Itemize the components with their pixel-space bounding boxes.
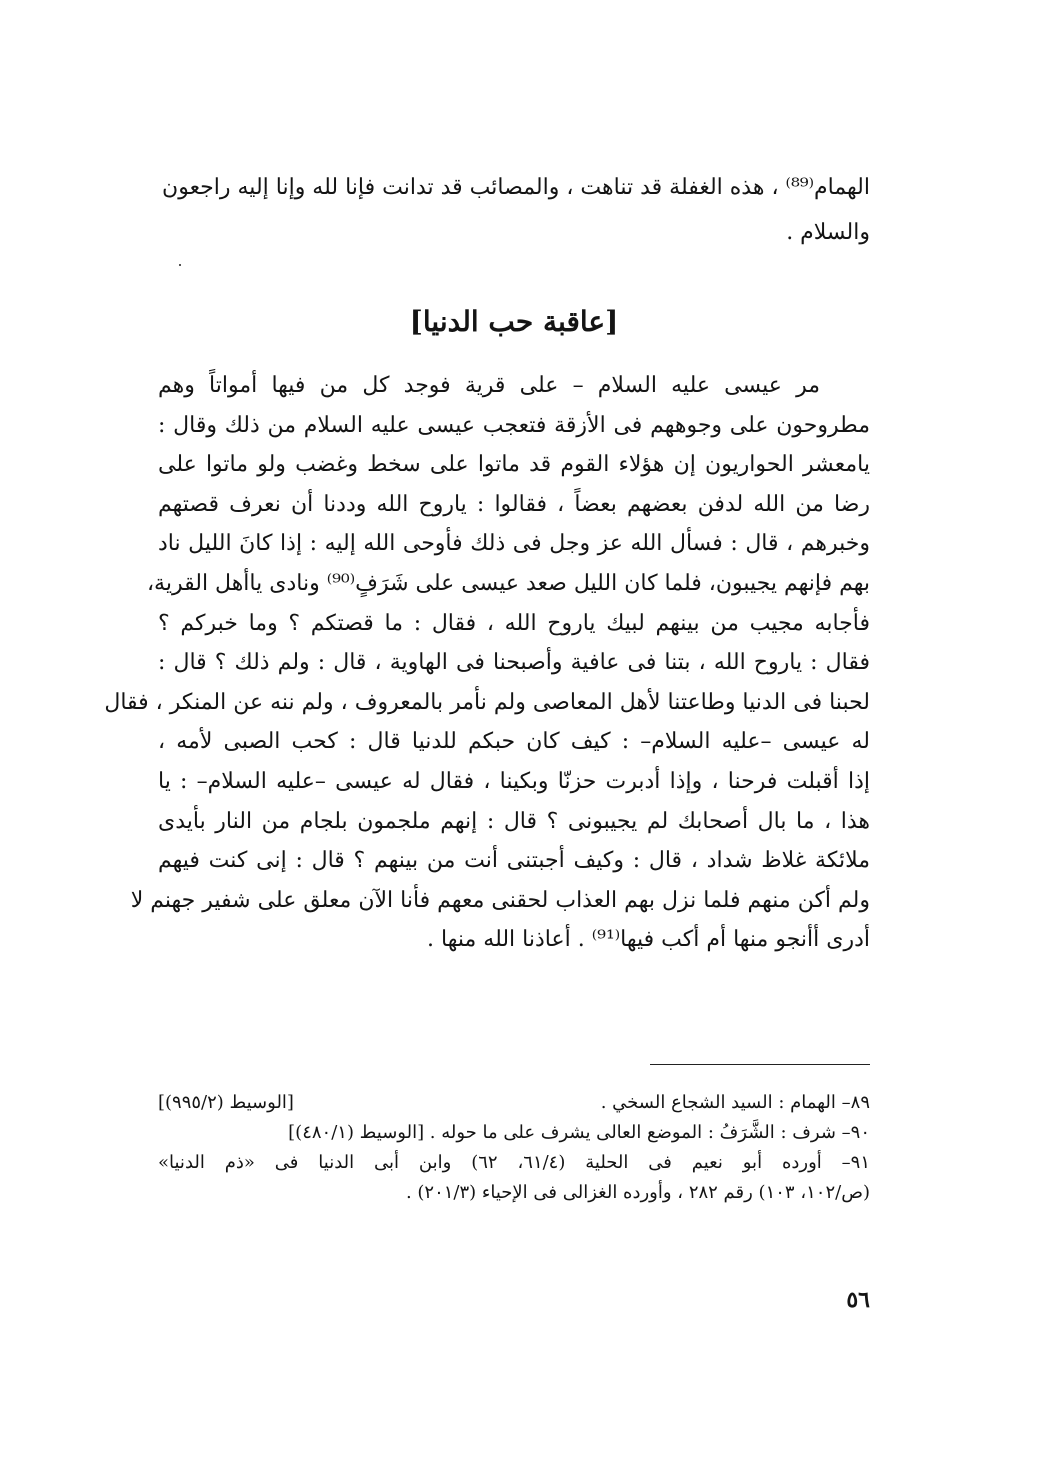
body-line: فقال : ياروح الله ، بتنا فى عافية وأصبحنا فى الهاوية ، قال : ولم ذلك ؟ قال :	[158, 650, 870, 676]
section-heading: [عاقبة حب الدنيا]	[409, 305, 619, 338]
intro-line: والسلام .	[786, 220, 870, 245]
body-line: مطروحون على وجوههم فى الأزقة فتعجب عيسى عليه السلام من ذلك وقال :	[158, 412, 870, 438]
intro-line: الهمام⁽⁸⁹⁾ ، هذه الغفلة قد تناهت ، والمصائب قد تدانت فإنا لله وإنا إليه راجعون	[162, 175, 870, 200]
footnote-91-line: ٩١– أورده أبو نعيم فى الحلية (٦١/٤، ٦٢) وابن أبى الدنيا فى «ذم الدنيا»	[158, 1152, 870, 1173]
body-line: له عيسى –عليه السلام– : كيف كان حبكم للدنيا قال : كحب الصبى لأمه ،	[158, 729, 870, 755]
scan-speck	[179, 264, 181, 266]
body-line: مر عيسى عليه السلام – على قرية فوجد كل من فيها أمواتاً وهم	[158, 373, 820, 398]
story-paragraph	[104, 366, 870, 960]
body-line: يامعشر الحواريون إن هؤلاء القوم قد ماتوا على سخط وغضب ولو ماتوا على	[158, 452, 870, 478]
footnote-89	[158, 1088, 870, 1118]
footnotes	[158, 1088, 870, 1208]
body-line: بهم فإنهم يجيبون، فلما كان الليل صعد عيسى على شَرَفٍ⁽⁹⁰⁾ ونادى ياأهل القرية،	[146, 570, 870, 596]
body-line: لحبنا فى الدنيا وطاعتنا لأهل المعاصى ولم نأمر بالمعروف ، ولم ننه عن المنكر ، فقال	[104, 689, 870, 715]
body-line: فأجابه مجيب من بينهم لبيك ياروح الله ، فقال : ما قصتكم ؟ وما خبركم ؟	[158, 610, 870, 636]
body-line: وخبرهم ، قال : فسأل الله عز وجل فى ذلك فأوحى الله إليه : إذا كانَ الليل ناد	[158, 531, 870, 557]
body-line: ملائكة غلاظ شداد ، قال : وكيف أجبتنى أنت من بينهم ؟ قال : إنى كنت فيهم	[158, 848, 870, 874]
body-line: أدرى أأنجو منها أم أكب فيها⁽⁹¹⁾ . أعاذنا الله منها .	[427, 927, 870, 953]
body-line: إذا أقبلت فرحنا ، وإذا أدبرت حزنّا وبكينا ، فقال له عيسى –عليه السلام– : يا	[158, 768, 870, 794]
footnote-91	[158, 1148, 870, 1178]
body-line: رضا من الله لدفن بعضهم بعضاً ، فقالوا : ياروح الله وددنا أن نعرف قصتهم	[158, 491, 870, 517]
body-line: ولم أكن منهم فلما نزل بهم العذاب لحقنى معهم فأنا الآن معلق على شفير جهنم لا	[130, 887, 870, 913]
footnote-89-reference: [الوسيط (٩٩٥/٢)]	[158, 1092, 294, 1113]
footnote-divider	[650, 1064, 870, 1065]
footnote-91-line: (ص/١٠٢، ١٠٣) رقم ٢٨٢ ، وأورده الغزالى فى الإحياء (٢٠١/٣) .	[405, 1182, 870, 1203]
intro-paragraph	[158, 165, 870, 255]
page-number: ٥٦	[846, 1287, 870, 1313]
footnote-91-continued	[158, 1178, 870, 1208]
footnote-89-text: ٨٩– الهمام : السيد الشجاع السخي .	[600, 1092, 870, 1113]
footnote-90-text: ٩٠– شرف : الشَّرَفُ : الموضع العالى يشرف على ما حوله . [الوسيط (٤٨٠/١)]	[288, 1122, 870, 1143]
footnote-90	[158, 1118, 870, 1148]
body-line: هذا ، ما بال أصحابك لم يجيبونى ؟ قال : إنهم ملجمون بلجام من النار بأيدى	[158, 808, 870, 834]
